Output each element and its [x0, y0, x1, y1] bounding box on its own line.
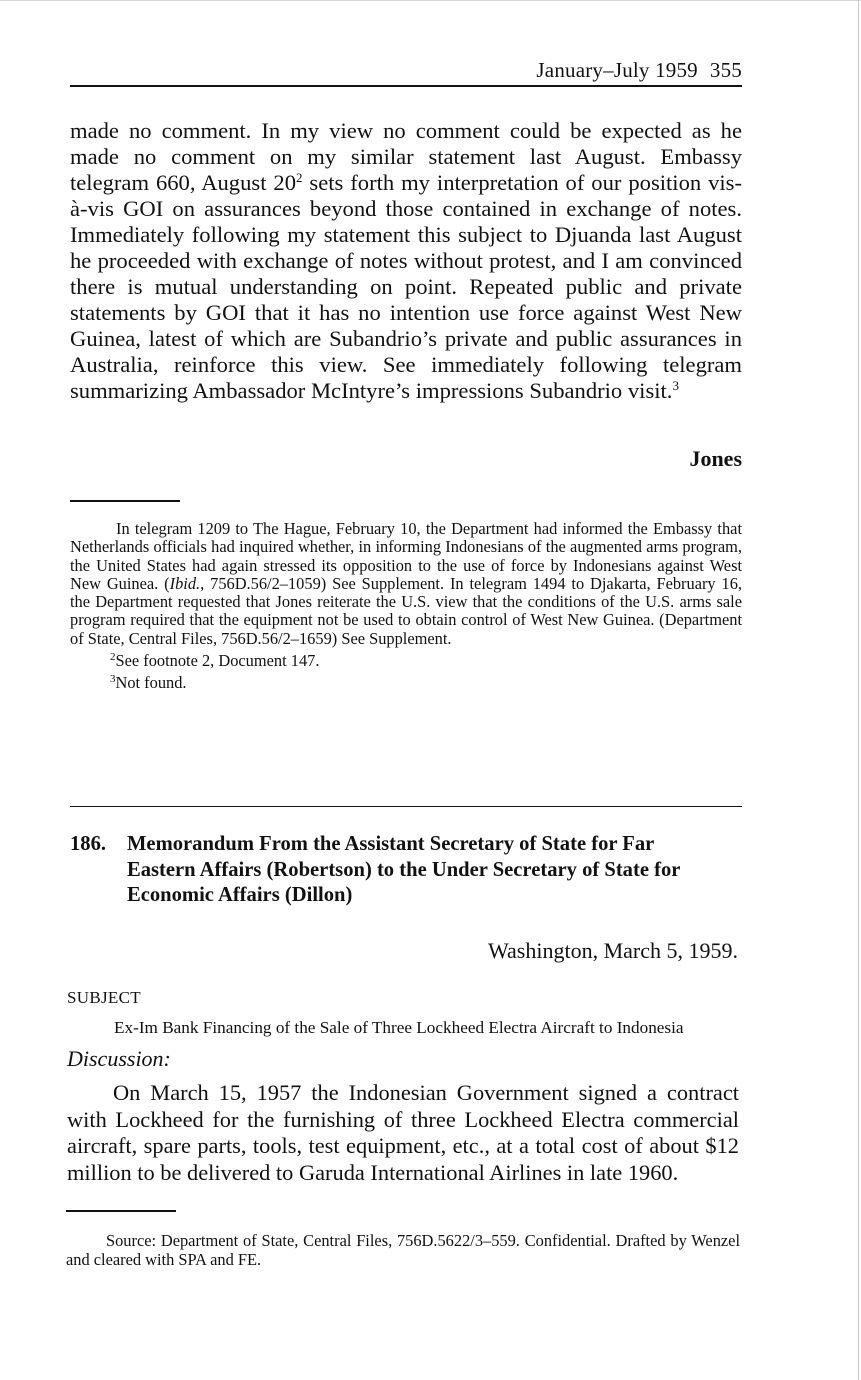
signature: Jones: [689, 446, 742, 471]
footnote-1: [70, 520, 742, 648]
subject-text: Ex-Im Bank Financing of the Sale of Three Lockheed Electra Aircraft to Indonesia: [114, 1018, 684, 1037]
page-number: 355: [709, 58, 742, 82]
header-rule: [70, 85, 742, 87]
document-heading: [70, 832, 742, 909]
footnote-ibid: Ibid.: [169, 573, 201, 593]
discussion-label: Discussion:: [67, 1046, 171, 1071]
page-edge-top: [0, 0, 861, 1]
body-text-part: made no comment. In my view no comment could be expected as he made no comment on my similar statement last August. Embassy telegram 660, August 20: [70, 118, 742, 195]
dateline: Washington, March 5, 1959.: [488, 938, 738, 963]
source-note-text: Source: Department of State, Central Files, 756D.5622/3–559. Confidential. Drafted by Wenzel and cleared with SPA and FE.: [66, 1231, 740, 1269]
footnote-text: See footnote 2, Document 147.: [115, 651, 320, 671]
footnote-text: , 756D.56/2–1059) See Supplement. In telegram 1494 to Djakarta, February 16, the Department requested that Jones reiterate the U.S. view that the conditions of the U.S. arms sale program required that the equipment not be used to obtain control of West New Guinea. (Department of State, Central Files, 756D.56/2–1659) See Supplement.: [70, 573, 743, 648]
document-title: Memorandum From the Assistant Secretary of State for Far Eastern Affairs (Robertson) to the Under Secretary of State for Economic Affairs (Dillon): [127, 833, 681, 906]
footnotes: [70, 520, 742, 693]
running-head: [70, 58, 742, 83]
footnote-ref: 2: [296, 170, 303, 185]
footnote-text: In telegram 1209 to The Hague, February 10, the Department had informed the Embassy that Netherlands officials had inquired whether, in informing Indonesians of the augmented arms program, the United States had again stressed its opposition to the use of force by Indonesians against West New Guinea. (: [70, 519, 742, 593]
footnote-ref: 3: [672, 378, 679, 393]
section-rule: [70, 806, 742, 807]
discussion-paragraph: On March 15, 1957 the Indonesian Government signed a contract with Lockheed for the furnishing of three Lockheed Electra commercial aircraft, spare parts, tools, test equipment, etc., at a total cost of about $12 million to be delivered to Garuda International Airlines in late 1960.: [67, 1080, 739, 1185]
footnote-3: [70, 674, 742, 692]
subject-label: SUBJECT: [67, 988, 141, 1007]
source-note: [66, 1232, 740, 1269]
footnote-2: [70, 652, 742, 670]
footnote-rule: [70, 500, 180, 502]
running-head-title: January–July 1959: [536, 58, 698, 82]
footnote-mark: 3: [110, 673, 116, 686]
footnote-mark: 2: [110, 651, 116, 664]
document-number: 186.: [70, 833, 107, 855]
telegram-body: [70, 118, 742, 404]
footnote-text: Not found.: [115, 673, 187, 693]
telegram-paragraph: [70, 118, 742, 404]
page-edge-right: [858, 0, 859, 1380]
source-rule: [66, 1210, 176, 1212]
body-text-part: sets forth my interpretation of our position vis-à-vis GOI on assurances beyond those contained in exchange of notes. Immediately following my statement this subject to Djuanda last August he proceeded with exchange of notes without protest, and I am convinced there is mutual understanding on point. Repeated public and private statements by GOI that it has no intention use force against West New Guinea, latest of which are Subandrio’s private and public assurances in Australia, reinforce this view. See immediately following telegram summarizing Ambassador McIntyre’s impressions Subandrio visit.: [70, 170, 742, 403]
discussion-body: [67, 1080, 739, 1186]
